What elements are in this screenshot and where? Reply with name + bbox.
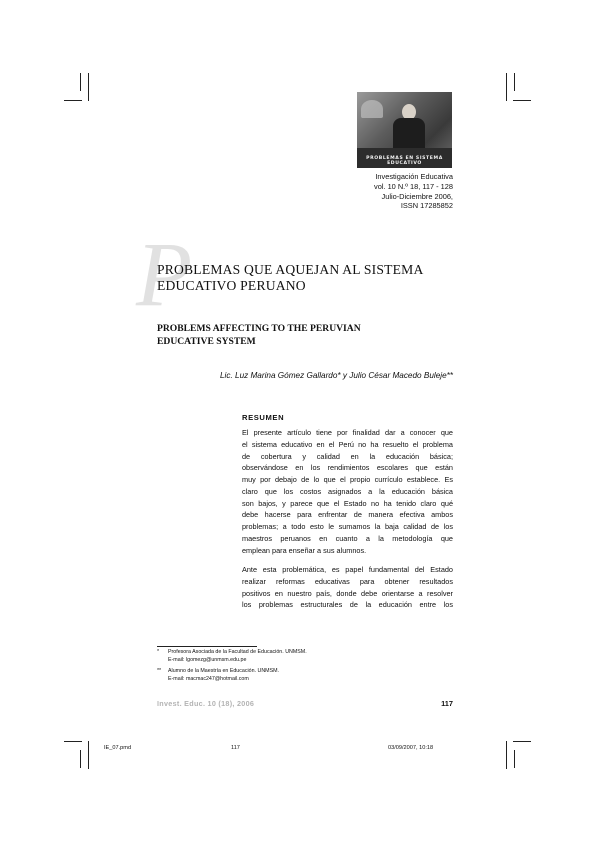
footnote-mark: * [157,649,160,655]
footnote [157,649,453,665]
photo-lamp [361,100,383,118]
footnote-email: E-mail: macmac247@hotmail.com [168,676,249,682]
crop-mark [513,100,531,101]
footnote [157,668,453,684]
footer-citation: Invest. Educ. 10 (18), 2006 [157,699,255,708]
abstract-line: muy por debajo de lo que el propio currículo establece. Es [242,475,453,484]
abstract-line: los problemas estructurales de la educación entre los [242,600,453,610]
abstract-line: emplean para enseñar a sus alumnos. [242,545,367,555]
abstract-line: debe hacerse para enfrentar de manera efectiva ambos [242,510,453,520]
article-title [157,262,437,293]
cover-photo [357,92,452,168]
article-title-line: PROBLEMAS QUE AQUEJAN AL SISTEMA [157,262,424,277]
abstract-line: observándose en los rendimientos escolares que están [242,463,453,473]
abstract-line: Ante esta problemática, es papel fundamental del Estado [242,565,453,574]
crop-mark [80,73,81,91]
article-title-line: EDUCATIVO PERUANO [157,277,306,293]
journal-issn: ISSN 17285852 [400,201,453,211]
english-title-line: PROBLEMS AFFECTING TO THE PERUVIAN [157,323,361,334]
decorative-drop-letter: P [136,223,193,325]
abstract-line: de cobertura y calidad en la educación básica; [242,451,453,461]
abstract-line: positivos en nuestro país, donde debe orientarse a resolver [242,588,453,598]
english-title-line: EDUCATIVE SYSTEM [157,335,256,347]
crop-mark [64,741,82,742]
crop-mark [64,100,82,101]
crop-mark [88,741,89,769]
footnote-mark: ** [157,668,162,674]
crop-mark [514,73,515,91]
crop-mark [506,73,507,101]
authors: Lic. Luz Marina Gómez Gallardo* y Julio César Macedo Buleje** [220,371,453,380]
crop-mark [514,750,515,768]
abstract-heading: RESUMEN [242,413,285,422]
abstract-paragraph [242,427,453,556]
abstract-line: realizar reformas educativas para obtener resultados [242,576,453,586]
page-number: 117 [441,699,453,708]
footnote-email: E-mail: lgomezg@unmsm.edu.pe [168,657,247,663]
journal-info [330,172,453,211]
abstract-line: maestros peruanos en cuanto a la metodología que [242,533,453,543]
article-english-title [157,323,437,348]
abstract-paragraph [242,564,453,611]
footnote-affiliation: Alumno de la Maestría en Educación. UNMSM. [168,668,279,674]
crop-mark [88,73,89,101]
footnote-divider [157,646,257,647]
footnote-affiliation: Profesora Asociada de la Facultad de Educación. UNMSM. [168,649,307,655]
crop-mark [513,741,531,742]
abstract-line: El presente artículo tiene por finalidad dar a conocer que [242,428,453,437]
journal-volume: vol. 10 N.º 18, 117 - 128 [374,181,453,191]
slug-page: 117 [231,745,240,751]
slug-file-name: IE_07.pmd [104,745,132,751]
abstract-line: claro que los costos asignados a la educación básica [242,486,453,496]
journal-date: Julio-Diciembre 2006, [381,191,453,201]
crop-mark [80,750,81,768]
slug-timestamp: 03/09/2007, 10:18 [388,745,434,751]
journal-name: Investigación Educativa [375,172,453,181]
abstract-line: son bajos, y parece que el Estado no ha tenido claro qué [242,498,453,508]
abstract-line: el sistema educativo en el Perú no ha resuelto el problema [242,439,453,449]
abstract-line: problemas; a todo esto le sumamos la baja calidad de los [242,522,453,531]
crop-mark [506,741,507,769]
cover-photo-caption: PROBLEMAS EN SISTEMA EDUCATIVO [366,156,443,166]
